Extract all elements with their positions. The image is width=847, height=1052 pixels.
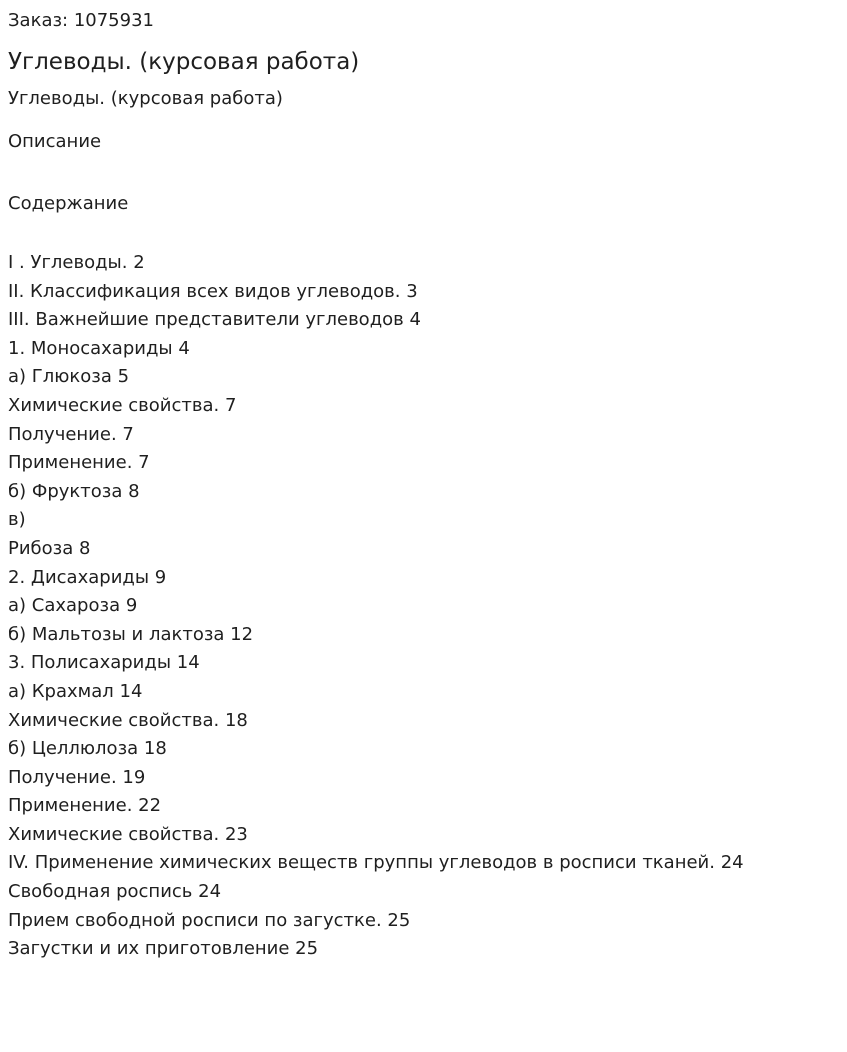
- toc-item: а) Крахмал 14: [8, 680, 143, 702]
- toc-item: б) Мальтозы и лактоза 12: [8, 623, 254, 645]
- toc-item: Химические свойства. 18: [8, 709, 248, 731]
- toc-item: Получение. 7: [8, 423, 134, 445]
- toc-item: IV. Применение химических веществ группы углеводов в росписи тканей. 24: [8, 852, 744, 874]
- page-subtitle: Углеводы. (курсовая работа): [8, 88, 283, 109]
- description-heading: Описание: [8, 131, 102, 152]
- toc-item: Химические свойства. 7: [8, 394, 237, 416]
- toc-item: в): [8, 509, 26, 531]
- toc-item: Рибоза 8: [8, 537, 91, 559]
- contents-heading: Содержание: [8, 193, 129, 214]
- toc-item: б) Фруктоза 8: [8, 480, 140, 502]
- toc-item: а) Сахароза 9: [8, 595, 138, 617]
- toc-item: II. Классификация всех видов углеводов. 3: [8, 280, 418, 302]
- page-title: Углеводы. (курсовая работа): [8, 49, 360, 75]
- toc-item: 3. Полисахариды 14: [8, 652, 200, 674]
- toc-item: Свободная роспись 24: [8, 881, 222, 903]
- toc-item: I . Углеводы. 2: [8, 252, 145, 273]
- table-of-contents: [8, 249, 744, 964]
- toc-item: а) Глюкоза 5: [8, 366, 130, 388]
- order-number: Заказ: 1075931: [8, 10, 154, 31]
- toc-item: Прием свободной росписи по загустке. 25: [8, 909, 411, 931]
- toc-item: Получение. 19: [8, 766, 146, 788]
- toc-item: Применение. 7: [8, 452, 150, 474]
- toc-item: Применение. 22: [8, 795, 162, 817]
- toc-item: Химические свойства. 23: [8, 823, 248, 845]
- toc-item: 2. Дисахариды 9: [8, 566, 167, 588]
- toc-item: б) Целлюлоза 18: [8, 738, 167, 760]
- toc-item: Загустки и их приготовление 25: [8, 938, 319, 960]
- toc-item: 1. Моносахариды 4: [8, 337, 190, 359]
- toc-item: III. Важнейшие представители углеводов 4: [8, 309, 421, 331]
